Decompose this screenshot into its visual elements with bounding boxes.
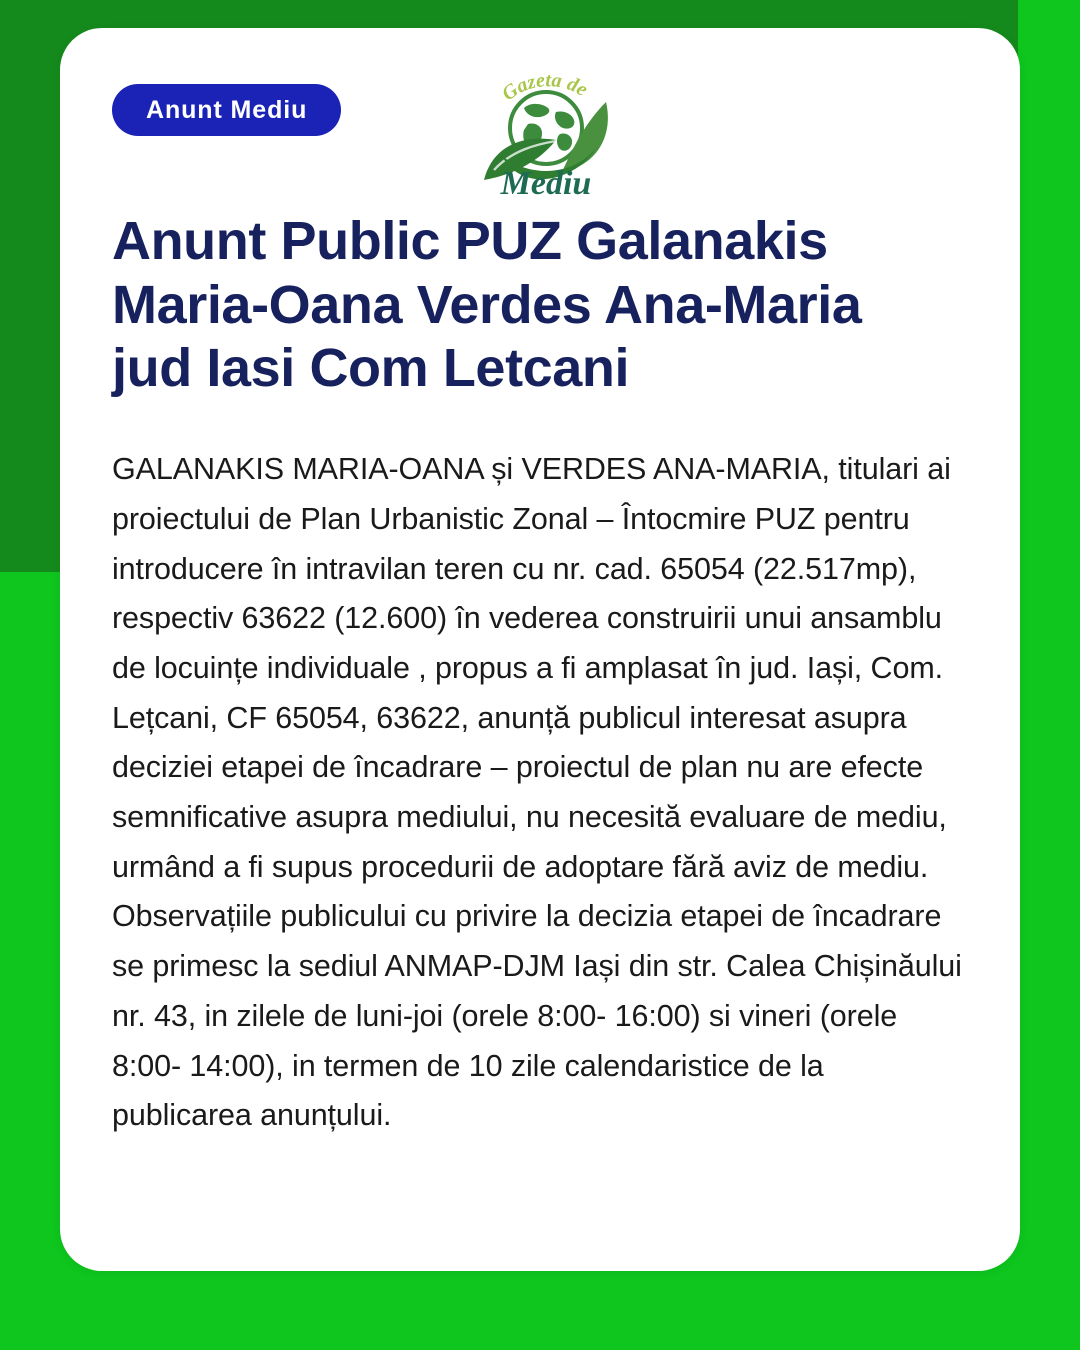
gazeta-de-mediu-logo — [472, 62, 622, 202]
logo-bottom-text: Mediu — [500, 165, 592, 202]
announcement-body: GALANAKIS MARIA-OANA și VERDES ANA-MARIA, titulari ai proiectului de Plan Urbanistic Zonal – Întocmire PUZ pentru introducere în intravilan teren cu nr. cad. 65054 (22.517mp), respectiv 63622 (12.600) în vederea construirii unui ansamblu de locuințe individuale , propus a fi amplasat în jud. Iași, Com. Lețcani, CF 65054, 63622, anunță publicul interesat asupra deciziei etapei de încadrare – proiectul de plan nu are efecte semnificative asupra mediului, nu necesită evaluare de mediu, urmând a fi supus procedurii de adoptare fără aviz de mediu. Observațiile publicului cu privire la decizia etapei de încadrare se primesc la sediul ANMAP-DJM Iași din str. Calea Chișinăului nr. 43, in zilele de luni-joi (orele 8:00- 16:00) si vineri (orele 8:00- 14:00), in termen de 10 zile calendaristice de la publicarea anunțului. — [112, 452, 971, 1133]
category-badge[interactable]: Anunt Mediu — [112, 84, 341, 136]
page-title: Anunt Public PUZ Galanakis Maria-Oana Verdes Ana-Maria jud Iasi Com Letcani — [112, 211, 862, 399]
card-header — [112, 56, 968, 204]
logo-top-text: Gazeta de — [497, 69, 592, 106]
announcement-card — [60, 28, 1020, 1271]
